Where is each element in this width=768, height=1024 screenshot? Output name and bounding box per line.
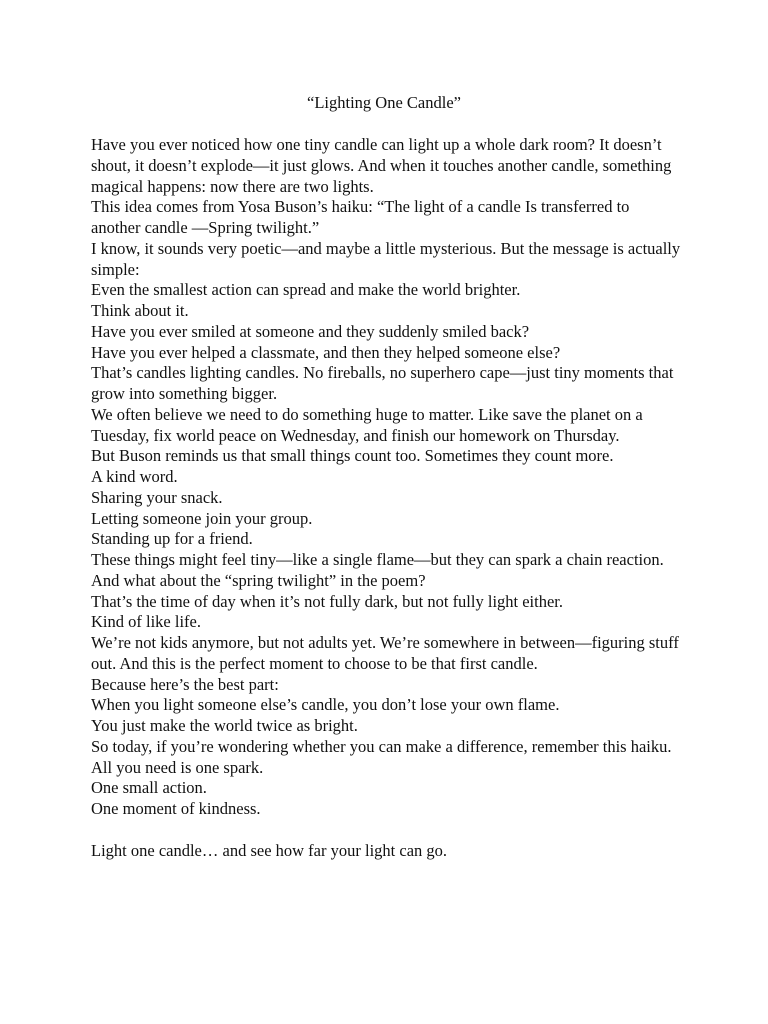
paragraph: Because here’s the best part: [91,674,279,694]
paragraph: Standing up for a friend. [91,529,253,549]
paragraph: That’s the time of day when it’s not fully dark, but not fully light either. [91,591,564,611]
paragraph: Have you ever helped a classmate, and then they helped someone else? [91,342,561,362]
paragraph: I know, it sounds very poetic—and maybe a little mysterious. But the message is actually simple: [91,238,681,279]
paragraph: Have you ever noticed how one tiny candle can light up a whole dark room? It doesn’t shout, it doesn’t explode—it just glows. And when it touches another candle, something magical happens: now there are two lights. [91,135,672,196]
paragraph: When you light someone else’s candle, you don’t lose your own flame. [91,695,560,715]
paragraph: Sharing your snack. [91,487,223,507]
paragraph: One moment of kindness. [91,799,261,818]
document-title: “Lighting One Candle” [307,93,461,112]
paragraph: So today, if you’re wondering whether you can make a difference, remember this haiku. [91,736,672,756]
paragraph: All you need is one spark. [91,757,264,777]
paragraph: We’re not kids anymore, but not adults yet. We’re somewhere in between—figuring stuff out. And this is the perfect moment to choose to be that first candle. [91,633,679,673]
paragraph: One small action. [91,778,207,798]
closing-line: Light one candle… and see how far your light can go. [91,840,448,860]
paragraph: A kind word. [91,467,178,486]
paragraph: Think about it. [91,301,189,320]
paragraph: This idea comes from Yosa Buson’s haiku: “The light of a candle Is transferred to another candle —Spring twilight.” [91,197,630,237]
paragraph: Letting someone join your group. [91,508,313,528]
paragraph: Have you ever smiled at someone and they suddenly smiled back? [91,321,530,341]
paragraph: We often believe we need to do something huge to matter. Like save the planet on a Tuesday, fix world peace on Wednesday, and finish our homework on Thursday. [91,404,643,445]
paragraph: That’s candles lighting candles. No fireballs, no superhero cape—just tiny moments that grow into something bigger. [91,363,674,403]
paragraph: These things might feel tiny—like a single flame—but they can spark a chain reaction. [91,550,664,569]
document-body [91,135,681,861]
paragraph: And what about the “spring twilight” in the poem? [91,570,426,590]
paragraph: Even the smallest action can spread and make the world brighter. [91,280,521,300]
paragraph: You just make the world twice as bright. [91,716,358,735]
paragraph: But Buson reminds us that small things count too. Sometimes they count more. [91,446,614,466]
paragraph: Kind of like life. [91,612,201,632]
